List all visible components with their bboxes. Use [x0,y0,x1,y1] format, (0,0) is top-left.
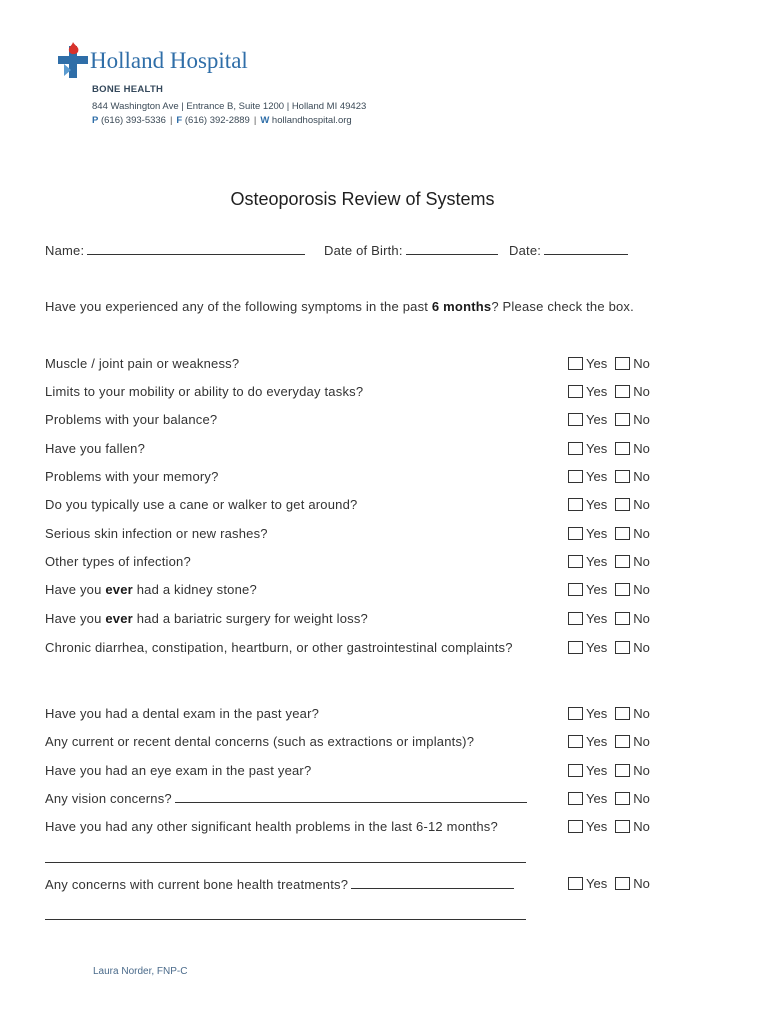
yes-checkbox[interactable] [568,612,583,625]
answer-balance [568,412,650,427]
yes-checkbox[interactable] [568,820,583,833]
dob-label: Date of Birth: [324,243,403,258]
no-checkbox[interactable] [615,612,630,625]
bone-treatment-answer-line[interactable] [45,919,526,920]
phone-number: (616) 393-5336 [100,115,166,126]
yes-checkbox[interactable] [568,555,583,568]
no-option[interactable]: No [615,469,650,484]
no-checkbox[interactable] [615,385,630,398]
time-period: 6 months [431,299,492,314]
answer-skin-infection [568,526,650,541]
yes-option[interactable]: Yes [568,611,607,626]
no-checkbox[interactable] [615,527,630,540]
no-option[interactable]: No [615,497,650,512]
no-option[interactable]: No [615,876,650,891]
answer-gastrointestinal [568,640,650,655]
hospital-cross-icon [58,40,90,78]
yes-checkbox[interactable] [568,877,583,890]
vision-concerns-blank[interactable] [175,792,527,803]
no-option[interactable]: No [615,554,650,569]
no-checkbox[interactable] [615,470,630,483]
yes-option[interactable]: Yes [568,791,607,806]
address-line: 844 Washington Ave | Entrance B, Suite 1200 | Holland MI 49423 [92,101,367,112]
no-checkbox[interactable] [615,820,630,833]
yes-option[interactable]: Yes [568,876,607,891]
no-option[interactable]: No [615,819,650,834]
answer-kidney-stone [568,582,650,597]
website: hollandhospital.org [271,115,352,126]
question-cane-walker: Do you typically use a cane or walker to get around? [45,497,358,512]
no-option[interactable]: No [615,706,650,721]
name-field[interactable] [45,243,305,258]
instructions: Have you experienced any of the following symptoms in the past 6 months? Please check the box. [45,299,634,314]
provider-name: Laura Norder, FNP-C [93,966,188,977]
no-checkbox[interactable] [615,877,630,890]
yes-option[interactable]: Yes [568,706,607,721]
date-field[interactable] [509,243,628,258]
yes-checkbox[interactable] [568,764,583,777]
yes-checkbox[interactable] [568,707,583,720]
question-kidney-stone: Have you ever had a kidney stone? [45,582,257,597]
question-memory: Problems with your memory? [45,469,219,484]
no-checkbox[interactable] [615,442,630,455]
answer-fallen [568,441,650,456]
no-checkbox[interactable] [615,764,630,777]
question-muscle-pain: Muscle / joint pain or weakness? [45,356,240,371]
yes-option[interactable]: Yes [568,640,607,655]
no-option[interactable]: No [615,611,650,626]
yes-option[interactable]: Yes [568,356,607,371]
yes-checkbox[interactable] [568,413,583,426]
answer-dental-concerns [568,734,650,749]
dob-field[interactable] [324,243,498,258]
yes-checkbox[interactable] [568,792,583,805]
answer-other-health-problems [568,819,650,834]
contact-line: P (616) 393-5336 | F (616) 392-2889 | W hollandhospital.org [92,115,352,126]
answer-dental-exam [568,706,650,721]
question-bone-treatment-concerns: Any concerns with current bone health treatments? [45,877,514,892]
yes-checkbox[interactable] [568,527,583,540]
yes-option[interactable]: Yes [568,441,607,456]
no-option[interactable]: No [615,412,650,427]
yes-checkbox[interactable] [568,735,583,748]
answer-cane-walker [568,497,650,512]
no-checkbox[interactable] [615,792,630,805]
date-blank[interactable] [544,244,628,255]
question-other-infection: Other types of infection? [45,554,191,569]
department-name: BONE HEALTH [92,84,164,95]
health-problems-answer-line[interactable] [45,862,526,863]
yes-checkbox[interactable] [568,498,583,511]
yes-option[interactable]: Yes [568,734,607,749]
date-label: Date: [509,243,542,258]
question-skin-infection: Serious skin infection or new rashes? [45,526,268,541]
yes-checkbox[interactable] [568,583,583,596]
holland-hospital-logo [58,40,278,80]
yes-checkbox[interactable] [568,442,583,455]
bone-treatment-blank[interactable] [351,878,514,889]
yes-checkbox[interactable] [568,641,583,654]
no-option[interactable]: No [615,763,650,778]
name-label: Name: [45,243,85,258]
yes-option[interactable]: Yes [568,526,607,541]
no-checkbox[interactable] [615,735,630,748]
question-dental-exam: Have you had a dental exam in the past year? [45,706,320,721]
yes-option[interactable]: Yes [568,819,607,834]
answer-memory [568,469,650,484]
no-option[interactable]: No [615,640,650,655]
no-checkbox[interactable] [615,707,630,720]
no-checkbox[interactable] [615,413,630,426]
yes-option[interactable]: Yes [568,469,607,484]
no-checkbox[interactable] [615,583,630,596]
answer-bone-treatment-concerns [568,876,650,891]
no-option[interactable]: No [615,384,650,399]
dob-blank[interactable] [406,244,498,255]
yes-option[interactable]: Yes [568,582,607,597]
answer-bariatric-surgery [568,611,650,626]
no-checkbox[interactable] [615,357,630,370]
form-title: Osteoporosis Review of Systems [230,189,495,209]
yes-option[interactable]: Yes [568,412,607,427]
answer-other-infection [568,554,650,569]
yes-option[interactable]: Yes [568,763,607,778]
yes-checkbox[interactable] [568,470,583,483]
yes-option[interactable]: Yes [568,554,607,569]
no-option[interactable]: No [615,734,650,749]
no-checkbox[interactable] [615,641,630,654]
question-mobility: Limits to your mobility or ability to do everyday tasks? [45,384,364,399]
emphasis-ever: ever [105,582,133,597]
question-vision-concerns: Any vision concerns? [45,791,527,806]
question-gastrointestinal: Chronic diarrhea, constipation, heartburn, or other gastrointestinal complaints? [45,640,513,655]
name-blank[interactable] [87,244,305,255]
phone-key: P [92,115,99,126]
yes-option[interactable]: Yes [568,384,607,399]
question-fallen: Have you fallen? [45,441,146,456]
answer-vision-concerns [568,791,650,806]
emphasis-ever: ever [105,611,133,626]
no-option[interactable]: No [615,582,650,597]
no-checkbox[interactable] [615,498,630,511]
yes-option[interactable]: Yes [568,497,607,512]
no-option[interactable]: No [615,356,650,371]
answer-mobility [568,384,650,399]
yes-checkbox[interactable] [568,385,583,398]
answer-eye-exam [568,763,650,778]
no-option[interactable]: No [615,441,650,456]
web-key: W [260,115,270,126]
question-other-health-problems: Have you had any other significant health problems in the last 6-12 months? [45,819,498,834]
no-option[interactable]: No [615,791,650,806]
answer-muscle-pain [568,356,650,371]
logo-text: Holland Hospital [90,48,248,73]
fax-key: F [176,115,183,126]
question-eye-exam: Have you had an eye exam in the past year? [45,763,312,778]
no-checkbox[interactable] [615,555,630,568]
question-balance: Problems with your balance? [45,412,218,427]
question-bariatric-surgery: Have you ever had a bariatric surgery for weight loss? [45,611,368,626]
question-dental-concerns: Any current or recent dental concerns (such as extractions or implants)? [45,734,475,749]
no-option[interactable]: No [615,526,650,541]
fax-number: (616) 392-2889 [184,115,250,126]
yes-checkbox[interactable] [568,357,583,370]
